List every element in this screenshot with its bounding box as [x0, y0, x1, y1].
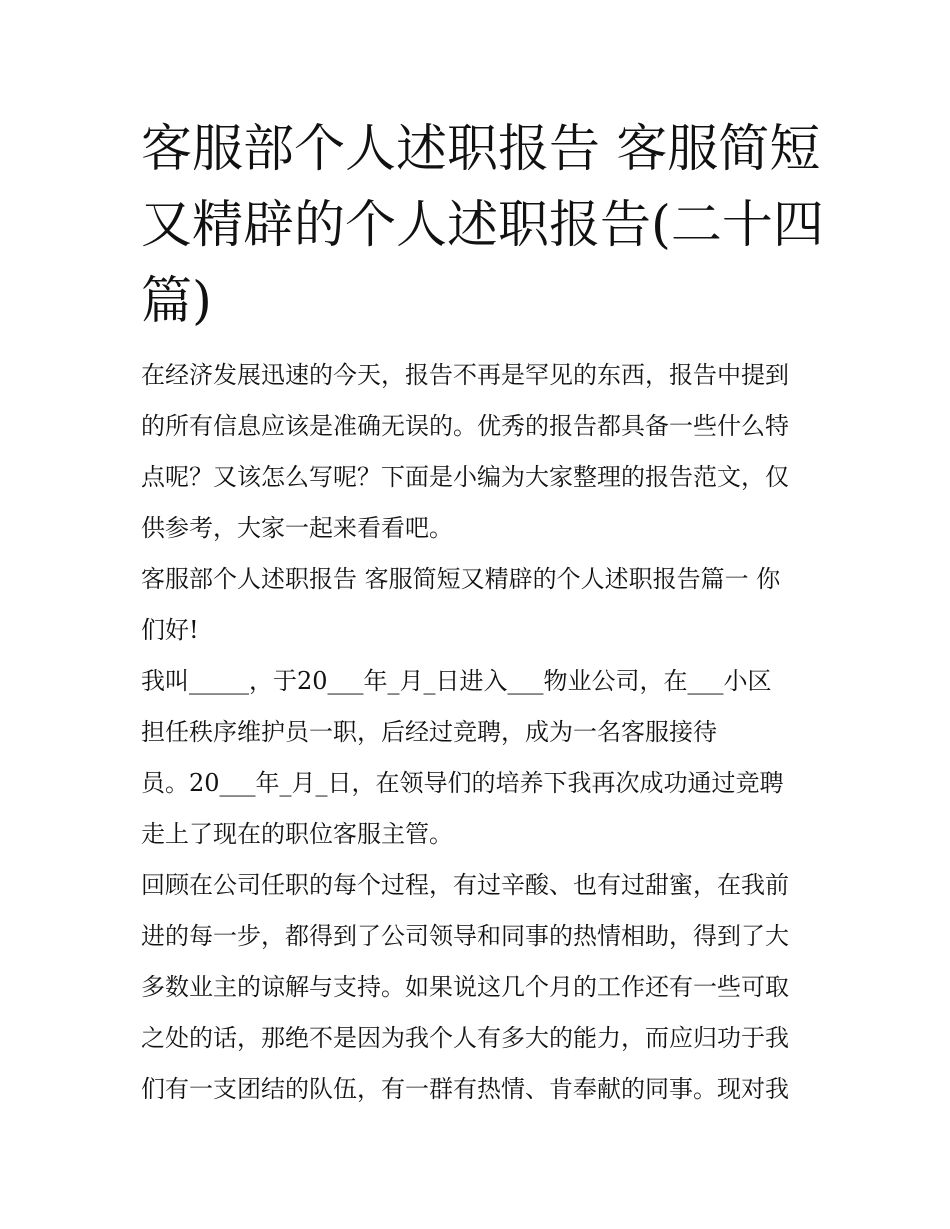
text-line: 我叫_____，于20___年_月_日进入___物业公司，在___小区: [141, 667, 772, 695]
text-line: 供参考，大家一起来看看吧。: [141, 514, 453, 542]
title-line: 客服部个人述职报告 客服简短: [141, 120, 821, 179]
section-heading-paragraph: [141, 554, 813, 656]
text-line: 们有一支团结的队伍，有一群有热情、肯奉献的同事。现对我: [141, 1075, 789, 1103]
intro-paragraph: [141, 350, 813, 554]
review-paragraph: [141, 860, 813, 1115]
text-line: 客服部个人述职报告 客服简短又精辟的个人述职报告篇一 你: [141, 565, 781, 593]
text-line: 点呢？又该怎么写呢？下面是小编为大家整理的报告范文，仅: [141, 463, 789, 491]
text-line: 走上了现在的职位客服主管。: [141, 820, 453, 848]
document-title: [141, 112, 824, 340]
text-line: 员。20___年_月_日，在领导们的培养下我再次成功通过竞聘: [141, 769, 784, 797]
title-line: 又精辟的个人述职报告(二十四: [141, 196, 824, 255]
text-line: 多数业主的谅解与支持。如果说这几个月的工作还有一些可取: [141, 973, 789, 1001]
document-body: [141, 350, 813, 1115]
text-line: 回顾在公司任职的每个过程，有过辛酸、也有过甜蜜，在我前: [141, 871, 789, 899]
self-introduction-paragraph: [141, 656, 813, 860]
document-page: [141, 112, 824, 1115]
text-line: 之处的话，那绝不是因为我个人有多大的能力，而应归功于我: [141, 1024, 789, 1052]
title-line: 篇): [141, 272, 212, 331]
text-line: 的所有信息应该是准确无误的。优秀的报告都具备一些什么特: [141, 412, 789, 440]
text-line: 们好!: [141, 616, 199, 644]
text-line: 担任秩序维护员一职，后经过竞聘，成为一名客服接待: [141, 718, 717, 746]
text-line: 进的每一步，都得到了公司领导和同事的热情相助，得到了大: [141, 922, 789, 950]
text-line: 在经济发展迅速的今天，报告不再是罕见的东西，报告中提到: [141, 361, 789, 389]
